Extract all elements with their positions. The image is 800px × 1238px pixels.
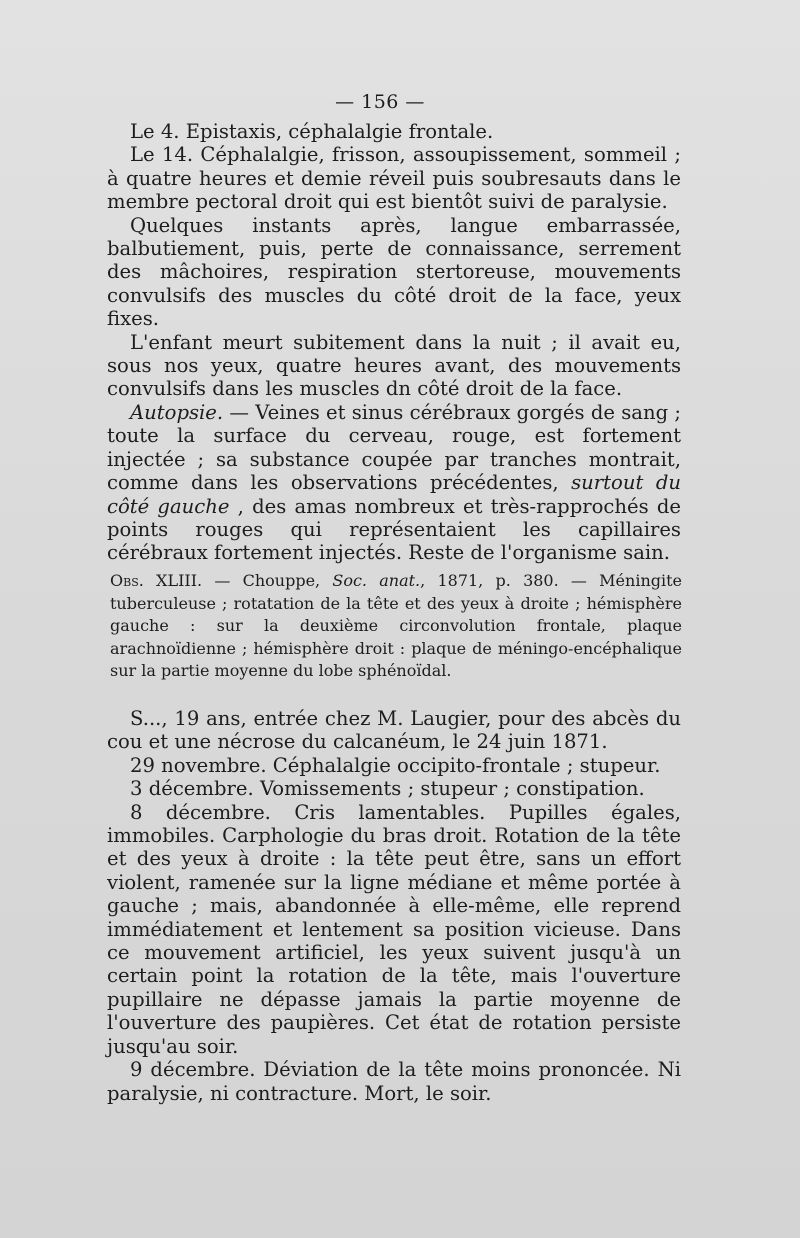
observation-label: Obs. XLIII.	[110, 571, 203, 590]
observation-summary: , 1871, p. 380. — Méningite tuberculeuse ; rotatation de la tête et des yeux à droite ; hémisphère gauche : sur la deuxième circonvolution frontale, plaque arachnoïdienne ; hémisphère droit : plaque de méningo-encéphalique sur la partie moyenne du lobe sphénoïdal.	[110, 571, 683, 680]
observation-note	[110, 570, 682, 683]
paragraph: 29 novembre. Céphalalgie occipito-frontale ; stupeur.	[130, 753, 661, 777]
paragraph: Le 4. Epistaxis, céphalalgie frontale.	[130, 120, 494, 143]
observation-author: — Chouppe,	[202, 571, 333, 590]
case-text-bottom	[107, 707, 681, 1105]
paragraph: S..., 19 ans, entrée chez M. Laugier, pour des abcès du cou et une nécrose du calcanéum, le 24 juin 1871.	[107, 707, 681, 754]
page-number: — 156 —	[335, 91, 425, 113]
autopsy-text-a: — Veines et sinus cérébraux gorgés de sang ; toute la surface du cerveau, rouge, est fortement injectée ; sa substance coupée par tranches montrait, comme dans les observations précédentes,	[107, 400, 681, 495]
paragraph: 8 décembre. Cris lamentables. Pupilles égales, immobiles. Carphologie du bras droit. Rotation de la tête et des yeux à droite : la tête peut être, sans un effort violent, ramenée sur la ligne médiane et même portée à gauche ; mais, abandonnée à elle-même, elle reprend immédiatement et lentement sa position vicieuse. Dans ce mouvement artificiel, les yeux suivent jusqu'à un certain point la rotation de la tête, mais l'ouverture pupillaire ne dépasse jamais la partie moyenne de l'ouverture des paupières. Cet état de rotation persiste jusqu'au soir.	[107, 800, 681, 1058]
paragraph: 3 décembre. Vomissements ; stupeur ; constipation.	[130, 777, 645, 801]
paragraph: 9 décembre. Déviation de la tête moins prononcée. Ni paralysie, ni contracture. Mort, le soir.	[107, 1058, 681, 1105]
autopsy-label: Autopsie.	[130, 400, 224, 424]
autopsy-paragraph	[107, 401, 681, 565]
autopsy-emphasis: surtout du côté gauche	[107, 471, 681, 518]
case-text-top	[107, 120, 681, 565]
paragraph: Quelques instants après, langue embarrassée, balbutiement, puis, perte de connaissance, serrement des mâchoires, respiration stertoreuse, mouvements convulsifs des muscles du côté droit de la face, yeux fixes.	[107, 213, 681, 331]
autopsy-text-b: , des amas nombreux et très-rapprochés de points rouges qui représentaient les capillaires cérébraux fortement injectés. Reste de l'organisme sain.	[107, 494, 681, 565]
paragraph: Le 14. Céphalalgie, frisson, assoupissement, sommeil ; à quatre heures et demie réveil puis soubresauts dans le membre pectoral droit qui est bientôt suivi de paralysie.	[107, 143, 681, 214]
paragraph: L'enfant meurt subitement dans la nuit ; il avait eu, sous nos yeux, quatre heures avant, des mouvements convulsifs dans les muscles dn côté droit de la face.	[107, 330, 681, 401]
observation-journal: Soc. anat.	[332, 571, 421, 590]
observation-reference	[110, 570, 682, 683]
